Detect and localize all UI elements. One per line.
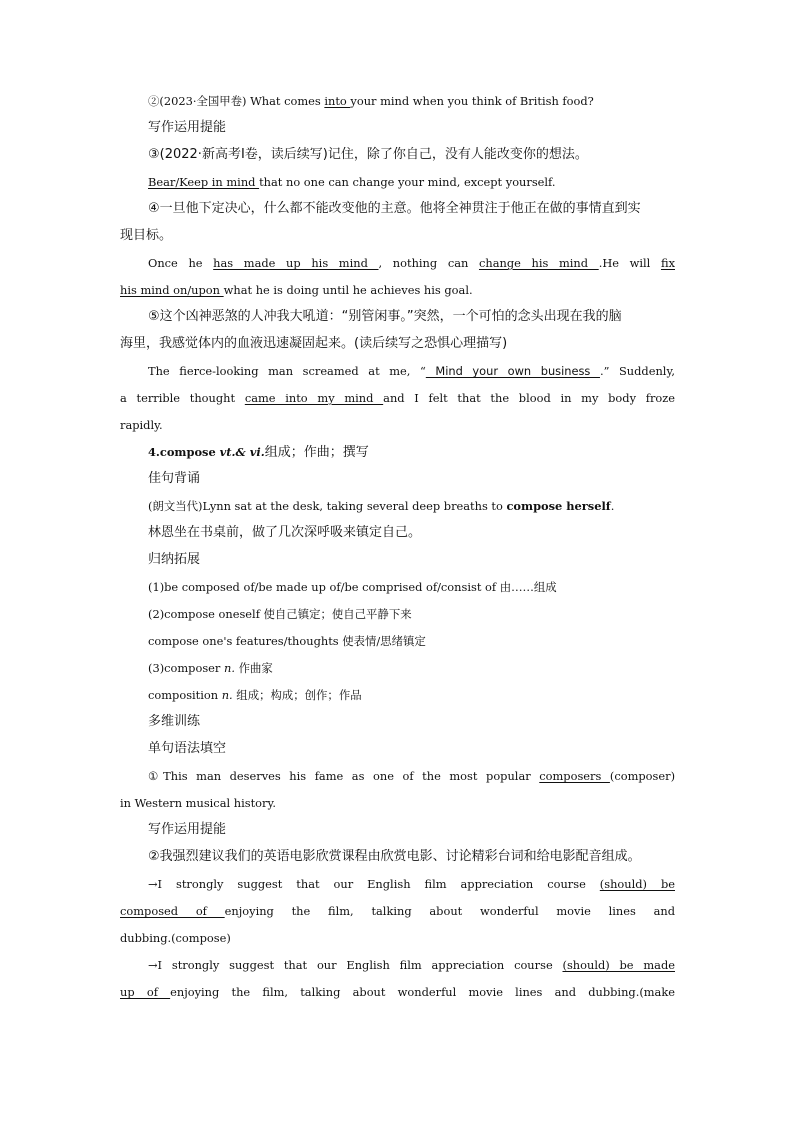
section-heading: 归纳拓展 (148, 552, 201, 567)
example-sentence: (朗文当代)Lynn sat at the desk, taking several deep breaths to compose herself. (148, 499, 615, 513)
prompt-line-4: ④一旦他下定决心，什么都不能改变他的主意。他将全神贯注于他正在做的事情直到实 (148, 201, 641, 216)
exercise-line-1: ①This man deserves his fame as one of the most popular composers (composer) (148, 769, 676, 783)
answer-blank: composed of (120, 904, 225, 918)
expansion-item-1: (1)be composed of/be made up of/be comprised of/consist of 由……组成 (148, 580, 557, 594)
answer-blank: Mind your own business (425, 364, 600, 378)
answer-line-4: Once he has made up his mind , nothing can change his mind .He will fix (148, 256, 675, 270)
prompt-line-5: ⑤这个凶神恶煞的人冲我大吼道：“别管闲事。”突然，一个可怕的念头出现在我的脑 (148, 309, 622, 324)
prompt-line-compose: ②我强烈建议我们的英语电影欣赏课程由欣赏电影、讨论精彩台词和给电影配音组成。 (148, 849, 641, 864)
prompt-line-5-cont: 海里，我感觉体内的血液迅速凝固起来。(读后续写之恐惧心理描写) (120, 336, 508, 351)
example-line-2: ②(2023·全国甲卷) What comes into your mind when you think of British food? (148, 94, 594, 108)
answer-line-5-end: rapidly. (120, 418, 163, 432)
answer-blank: into (324, 94, 351, 108)
answer-line-make: →I strongly suggest that our English film appreciation course (should) be made (148, 958, 675, 972)
expansion-item-3b: composition n. 组成；构成；创作；作品 (148, 688, 362, 702)
answer-line-5: The fierce-looking man screamed at me, “ Mind your own business .” Suddenly, (148, 364, 675, 378)
section-heading: 单句语法填空 (148, 741, 227, 756)
section-heading: 多维训练 (148, 714, 201, 729)
answer-blank: has made up his mind (213, 256, 379, 270)
example-translation: 林恩坐在书桌前，做了几次深呼吸来镇定自己。 (148, 525, 422, 540)
expansion-item-2b: compose one's features/thoughts 使表情/思绪镇定 (148, 634, 426, 648)
expansion-item-3: (3)composer n. 作曲家 (148, 661, 273, 675)
prompt-line-3: ③(2022·新高考Ⅰ卷，读后续写)记住，除了你自己，没有人能改变你的想法。 (148, 147, 588, 162)
answer-line-3: Bear/Keep in mind that no one can change your mind, except yourself. (148, 175, 556, 189)
answer-blank: up of (120, 985, 171, 999)
section-heading: 佳句背诵 (148, 471, 201, 486)
answer-line-make-cont: up of enjoying the film, talking about wonderful movie lines and dubbing.(make (120, 985, 675, 999)
section-heading: 写作运用提能 (148, 120, 227, 135)
section-heading: 写作运用提能 (148, 822, 227, 837)
answer-blank: change his mind (478, 256, 599, 270)
answer-line-4-cont: his mind on/upon what he is doing until he achieves his goal. (120, 283, 473, 297)
answer-blank: came into my mind (244, 391, 384, 405)
answer-blank: his mind on/upon (120, 283, 224, 297)
expansion-item-2: (2)compose oneself 使自己镇定；使自己平静下来 (148, 607, 412, 621)
exercise-line-1-cont: in Western musical history. (120, 796, 276, 810)
answer-blank: fix (660, 256, 675, 270)
answer-line-compose: →I strongly suggest that our English film appreciation course (should) be (148, 877, 675, 891)
answer-line-compose-cont: composed of enjoying the film, talking about wonderful movie lines and (120, 904, 675, 918)
answer-line-5-cont: a terrible thought came into my mind and I felt that the blood in my body froze (120, 391, 675, 405)
answer-blank: (should) be made (562, 958, 675, 972)
answer-blank: composers (539, 769, 610, 783)
prompt-line-4-cont: 现目标。 (120, 228, 173, 243)
answer-blank: (should) be (599, 877, 675, 891)
answer-line-compose-end: dubbing.(compose) (120, 931, 231, 945)
entry-heading-compose: 4.compose vt.& vi.组成；作曲；撰写 (148, 445, 369, 460)
answer-blank: Bear/Keep in mind (148, 175, 260, 189)
